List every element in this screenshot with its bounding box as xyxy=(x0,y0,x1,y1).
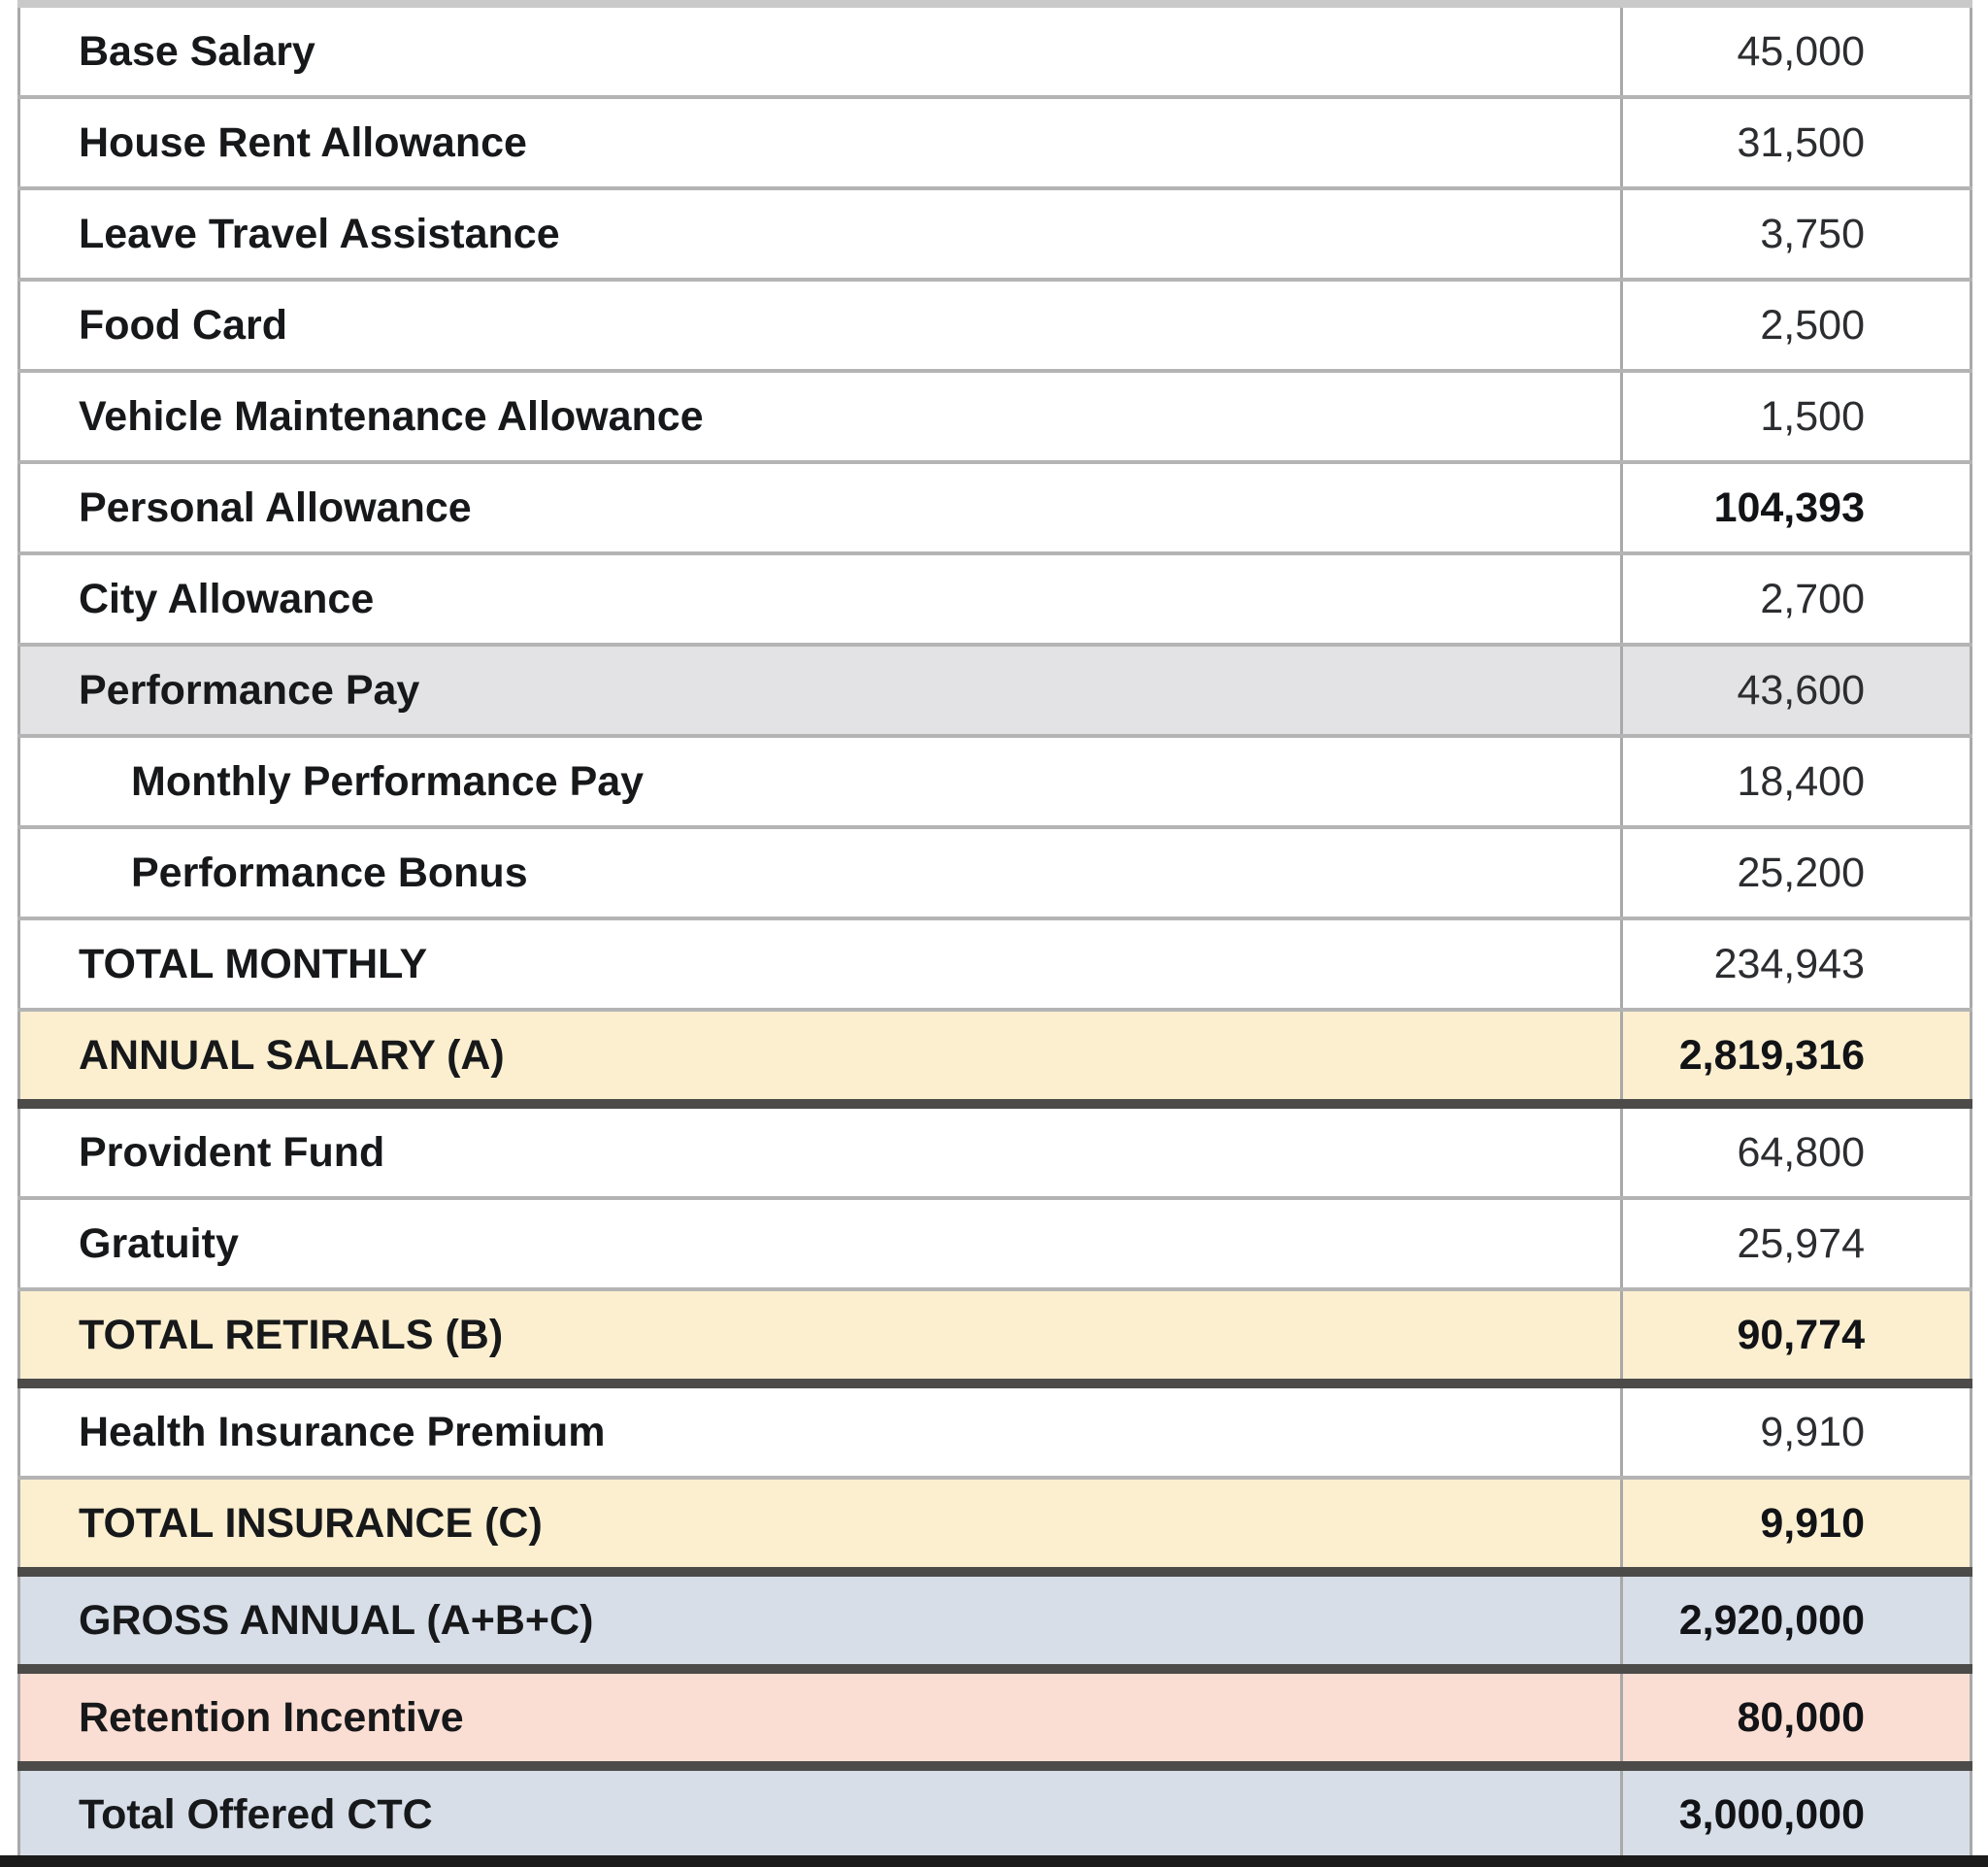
table-row-health-insurance-premium xyxy=(19,1384,1971,1478)
row-label: TOTAL INSURANCE (C) xyxy=(19,1478,1622,1572)
table-row-personal-allowance xyxy=(19,462,1971,553)
row-value: 25,200 xyxy=(1622,827,1971,918)
row-label: Monthly Performance Pay xyxy=(19,736,1622,827)
row-value: 2,920,000 xyxy=(1622,1572,1971,1669)
row-label: Health Insurance Premium xyxy=(19,1384,1622,1478)
row-value: 90,774 xyxy=(1622,1289,1971,1384)
row-value: 1,500 xyxy=(1622,371,1971,462)
row-value: 31,500 xyxy=(1622,97,1971,188)
row-label: Food Card xyxy=(19,280,1622,371)
row-label: Vehicle Maintenance Allowance xyxy=(19,371,1622,462)
table-row-base-salary xyxy=(19,4,1971,97)
bottom-edge-bar xyxy=(0,1855,1988,1867)
row-value: 25,974 xyxy=(1622,1198,1971,1289)
row-value: 43,600 xyxy=(1622,645,1971,736)
salary-breakdown-table xyxy=(17,0,1972,1867)
table-row-retention-incentive xyxy=(19,1669,1971,1766)
table-row-food-card xyxy=(19,280,1971,371)
row-value: 104,393 xyxy=(1622,462,1971,553)
row-value: 2,700 xyxy=(1622,553,1971,645)
table-row-performance-pay xyxy=(19,645,1971,736)
table-row-vehicle-maintenance-allowance xyxy=(19,371,1971,462)
row-label: House Rent Allowance xyxy=(19,97,1622,188)
table-row-house-rent-allowance xyxy=(19,97,1971,188)
table-row-monthly-performance-pay xyxy=(19,736,1971,827)
table-row-gratuity xyxy=(19,1198,1971,1289)
row-label: Provident Fund xyxy=(19,1104,1622,1198)
row-label: TOTAL RETIRALS (B) xyxy=(19,1289,1622,1384)
row-value: 3,000,000 xyxy=(1622,1766,1971,1863)
table-row-total-insurance xyxy=(19,1478,1971,1572)
row-value: 80,000 xyxy=(1622,1669,1971,1766)
row-label: ANNUAL SALARY (A) xyxy=(19,1010,1622,1104)
table-row-provident-fund xyxy=(19,1104,1971,1198)
row-label: GROSS ANNUAL (A+B+C) xyxy=(19,1572,1622,1669)
row-value: 45,000 xyxy=(1622,4,1971,97)
row-value: 9,910 xyxy=(1622,1384,1971,1478)
row-label: Total Offered CTC xyxy=(19,1766,1622,1863)
row-label: Performance Pay xyxy=(19,645,1622,736)
row-label: City Allowance xyxy=(19,553,1622,645)
row-label: Retention Incentive xyxy=(19,1669,1622,1766)
table-row-annual-salary xyxy=(19,1010,1971,1104)
row-label: Base Salary xyxy=(19,4,1622,97)
table-row-leave-travel-assistance xyxy=(19,188,1971,280)
table-row-total-monthly xyxy=(19,918,1971,1010)
table-row-total-retirals xyxy=(19,1289,1971,1384)
row-value: 2,500 xyxy=(1622,280,1971,371)
table-row-performance-bonus xyxy=(19,827,1971,918)
row-label: TOTAL MONTHLY xyxy=(19,918,1622,1010)
row-label: Leave Travel Assistance xyxy=(19,188,1622,280)
table-row-total-offered-ctc xyxy=(19,1766,1971,1863)
table-row-city-allowance xyxy=(19,553,1971,645)
row-value: 9,910 xyxy=(1622,1478,1971,1572)
row-value: 2,819,316 xyxy=(1622,1010,1971,1104)
row-label: Performance Bonus xyxy=(19,827,1622,918)
row-value: 3,750 xyxy=(1622,188,1971,280)
row-label: Personal Allowance xyxy=(19,462,1622,553)
row-value: 18,400 xyxy=(1622,736,1971,827)
table-row-gross-annual xyxy=(19,1572,1971,1669)
row-value: 64,800 xyxy=(1622,1104,1971,1198)
row-value: 234,943 xyxy=(1622,918,1971,1010)
row-label: Gratuity xyxy=(19,1198,1622,1289)
